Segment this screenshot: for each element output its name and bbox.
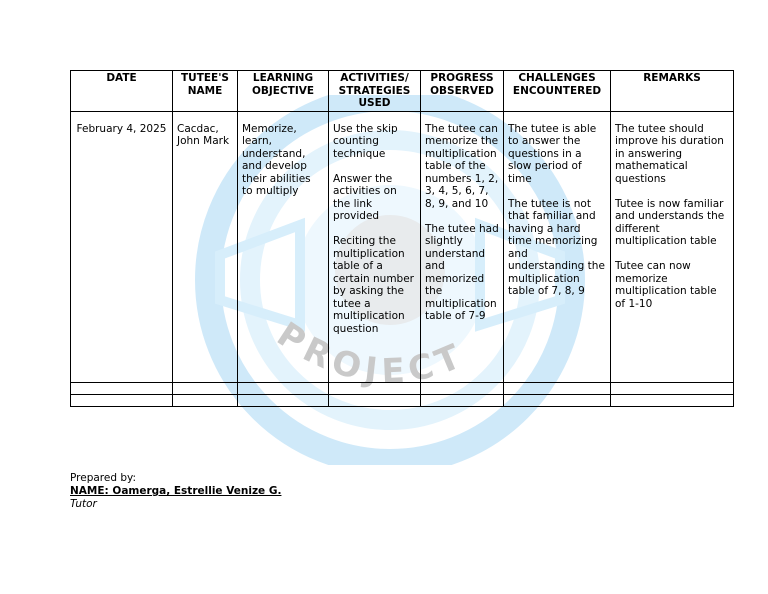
header-progress: PROGRESS OBSERVED [421,71,504,112]
blank-row [71,382,734,394]
activity-3: Reciting the multiplication table of a certain number by asking the tutee a multiplication question [333,235,414,335]
cell-date: February 4, 2025 [71,111,173,382]
header-challenges: CHALLENGES ENCOUNTERED [504,71,611,112]
header-learning-objective: LEARNING OBJECTIVE [238,71,329,112]
tutor-name: NAME: Oamerga, Estrellie Venize G. [70,485,282,497]
cell-remarks [611,111,734,382]
cell-challenges [504,111,611,382]
cell-activities [329,111,421,382]
table-row [71,111,734,382]
header-date: DATE [71,71,173,112]
activity-1: Use the skip counting technique [333,122,398,160]
remark-2: Tutee is now familiar and understands the different multiplication table [615,197,725,247]
cell-objective [238,111,329,382]
header-row [71,71,734,112]
cell-progress [421,111,504,382]
header-remarks: REMARKS [611,71,734,112]
progress-1: The tutee can memorize the multiplication table of the numbers 1, 2, 3, 4, 5, 6, 7, 8, 9, and 10 [425,122,499,210]
prepared-by-label: Prepared by: [70,472,136,484]
blank-row [71,394,734,406]
remark-3: Tutee can now memorize multiplication table of 1-10 [615,260,717,310]
tutoring-log-table [70,70,734,407]
challenge-1: The tutee is able to answer the questions in a slow period of time [508,122,597,185]
signature-block [70,472,281,511]
challenge-2: The tutee is not that familiar and having a hard time memorizing and understanding the multiplication table of 7, 8, 9 [508,197,605,297]
header-tutee-name: TUTEE'S NAME [173,71,238,112]
remark-1: The tutee should improve his duration in answering mathematical questions [615,122,724,185]
progress-2: The tutee had slightly understand and memorized the multiplication table of 7-9 [425,222,499,322]
header-activities: ACTIVITIES/ STRATEGIES USED [329,71,421,112]
watermark-project-text: PROJECT [269,314,472,392]
activity-2: Answer the activities on the link provided [333,172,397,222]
cell-tutee-name: Cacdac, John Mark [173,111,238,382]
objective-text: Memorize, learn, understand, and develop their abilities to multiply [242,122,311,197]
tutor-role: Tutor [70,498,97,510]
